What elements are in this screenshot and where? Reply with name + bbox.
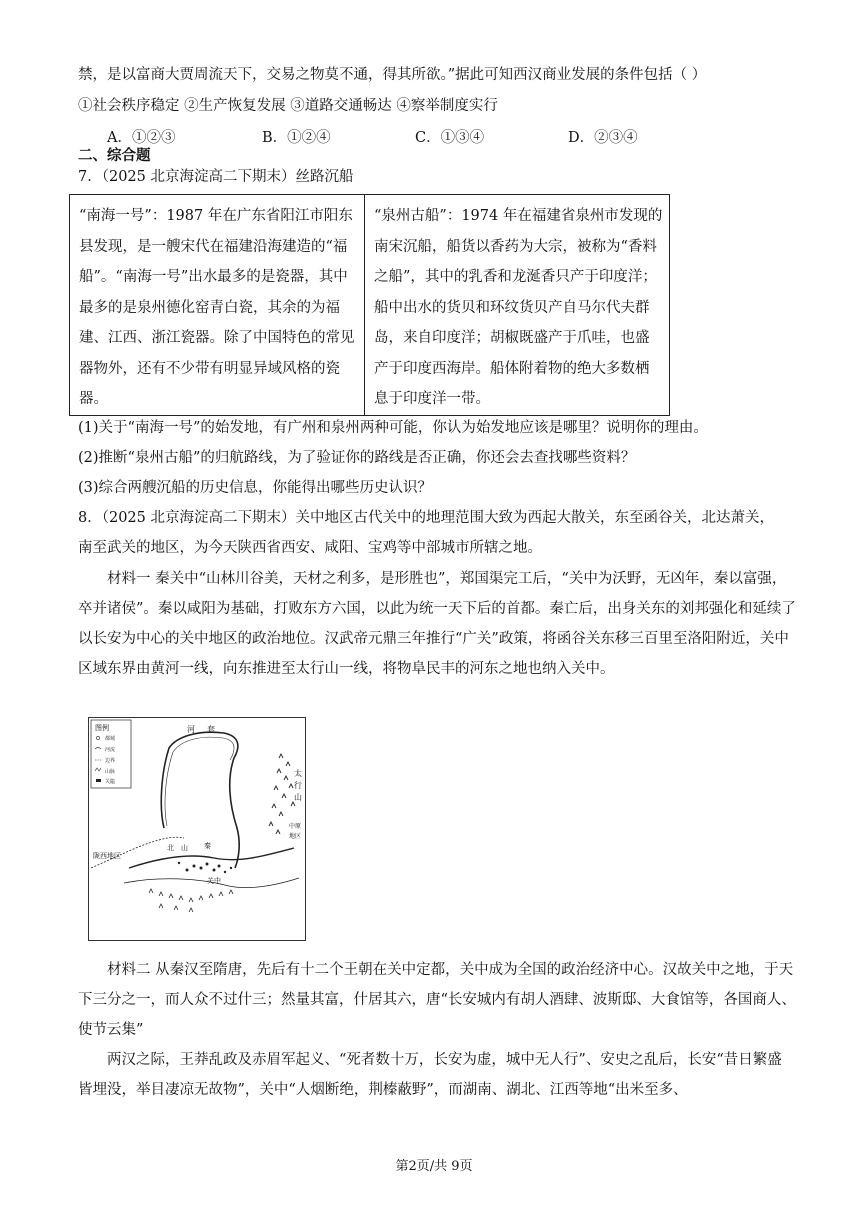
map-legend-item: 山脉: [105, 769, 116, 775]
q6-statements: ①社会秩序稳定 ②生产恢复发展 ③道路交通畅达 ④察举制度实行: [78, 98, 498, 114]
q8-title-line2: 南至武关的地区，为今天陕西省西安、咸阳、宝鸡等中部城市所辖之地。: [78, 540, 542, 556]
material-two-text: 材料二 从秦汉至隋唐，先后有十二个王朝在关中定都，关中成为全国的政治经济中心。汉故关中之地，于天下三分之一，而人众不过什三；然量其富，什居其六，唐“长安城内有胡人酒肆、波斯邸、大食馆等，各国商人、使节云集”: [78, 962, 796, 1038]
map-label: 秦: [204, 842, 211, 850]
map-label: 套: [207, 725, 215, 734]
material-three-text: 两汉之际，王莽乱政及赤眉军起义、“死者数十万，长安为虚，城中无人行”、安史之乱后，长安“昔日繁盛皆埋没，举目凄凉无故物”，关中“人烟断绝，荆榛蔽野”，而湖南、湖北、江西等地“出米至多、: [78, 1052, 782, 1098]
q6-stem: 禁，是以富商大贾周流天下，交易之物莫不通，得其所欲。”据此可知西汉商业发展的条件包括（ ）: [78, 67, 707, 83]
map-graphic: [89, 718, 306, 941]
taihang-mountains: [269, 754, 295, 834]
map-legend-item: 边界: [105, 758, 116, 764]
cell-quanzhou-ship: “泉州古船”：1974 年在福建省泉州市发现的南宋沉船，船货以香药为大宗，被称为“香料之船”，其中的乳香和龙涎香只产于印度洋；船中出水的货贝和环纹货贝产自马尔代夫群岛，来自印度洋；胡椒既盛产于爪哇，也盛产于印度西海岸。船体附着物的绝大多数栖息于印度洋一带。: [374, 208, 663, 407]
map-label: 地区: [289, 833, 302, 840]
map-label: 太: [294, 769, 302, 778]
material-three: [78, 1045, 796, 1105]
map-label: 中原: [289, 823, 302, 830]
map-label: 陇西地区: [93, 852, 121, 860]
map-label: 山: [181, 844, 188, 852]
q6-option-c: C．①③④: [415, 130, 485, 146]
section-heading: 二、综合题: [78, 148, 151, 164]
q8-title-line1: 8．（2025 北京海淀高二下期末）关中地区古代关中的地理范围大致为西起大散关，东至函谷关，北达萧关，: [78, 510, 774, 526]
map-label: 河: [187, 725, 195, 734]
map-label: 关中: [207, 877, 221, 885]
q7-sub2: (2)推断“泉州古船”的归航路线，为了验证你的路线是否正确，你还会去查找哪些资料？: [78, 450, 636, 466]
map-label: 山: [294, 793, 302, 802]
q7-title: 7．（2025 北京海淀高二下期末）丝路沉船: [78, 169, 354, 185]
map-legend-item: 都城: [105, 736, 116, 742]
material-two: [78, 955, 796, 1045]
shipwreck-table: [69, 194, 670, 416]
material-one: [78, 564, 796, 684]
cell-nanhai-one: “南海一号”：1987 年在广东省阳江市阳东县发现，是一艘宋代在福建沿海建造的“福船”。“南海一号”出水最多的是瓷器，其中最多的是泉州德化窑青白瓷，其余的为福建、江西、浙江瓷器。除了中国特色的常见器物外，还有不少带有明显异域风格的瓷器。: [70, 195, 365, 415]
q6-option-b: B．①②④: [262, 130, 331, 146]
map-label: 行: [294, 781, 302, 790]
q6-option-d: D．②③④: [568, 130, 638, 146]
map-legend-item: 河流: [105, 747, 116, 753]
guanzhong-map: [88, 717, 306, 941]
map-legend-item: 关隘: [105, 779, 116, 785]
page-footer: 第2页/共 9页: [395, 1159, 473, 1174]
map-legend-title: 图例: [95, 724, 109, 732]
qinling-mountains: [149, 889, 233, 912]
map-label: 北: [167, 844, 174, 852]
q7-sub3: (3)综合两艘沉船的历史信息，你能得出哪些历史认识？: [78, 480, 433, 496]
q7-sub1: (1)关于“南海一号”的始发地，有广州和泉州两种可能，你认为始发地应该是哪里？说明你的理由。: [78, 420, 708, 436]
q6-option-a: A．①②③: [107, 130, 176, 146]
material-one-text: 材料一 秦关中“山林川谷美，天材之利多，是形胜也”，郑国渠完工后，“关中为沃野，无凶年，秦以富强，卒并诸侯”。秦以咸阳为基础，打败东方六国，以此为统一天下后的首都。秦亡后，出身关东的刘邦强化和延续了以长安为中心的关中地区的政治地位。汉武帝元鼎三年推行“广关”政策，将函谷关东移三百里至洛阳附近，关中区域东界由黄河一线，向东推进至太行山一线，将物阜民丰的河东之地也纳入关中。: [78, 571, 796, 677]
